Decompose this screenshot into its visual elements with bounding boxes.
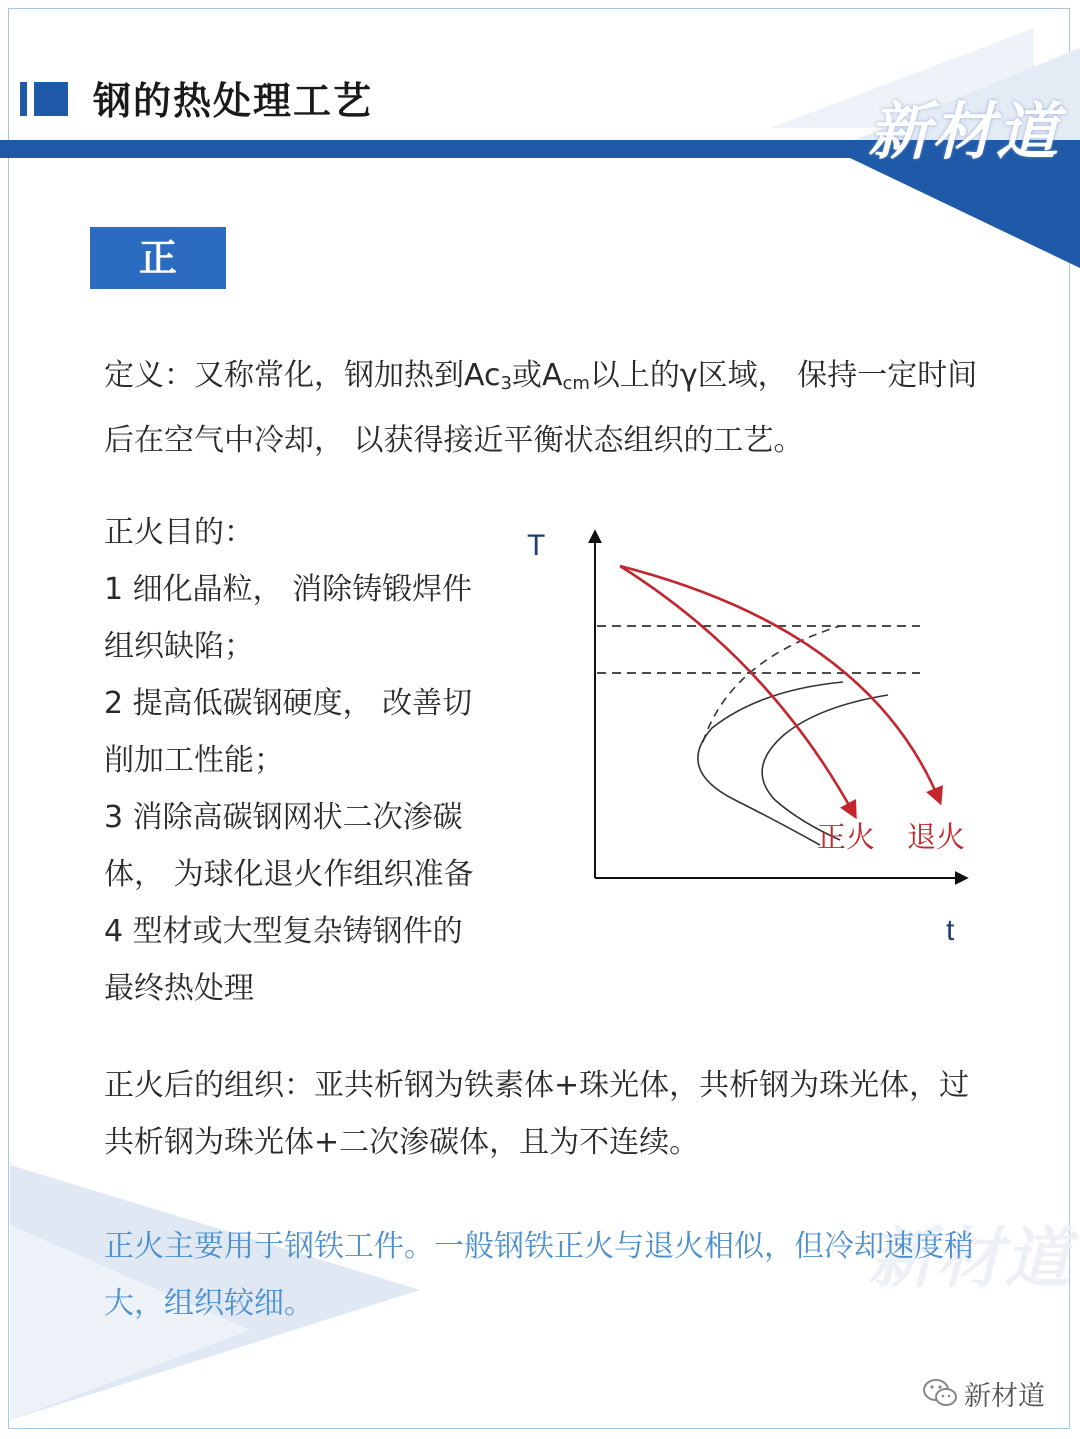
purpose-line: 4 型材或大型复杂铸钢件的 [104,914,463,949]
cooling-curve-diagram [505,505,985,965]
y-axis-label: T [527,529,546,562]
purpose-line: 2 提高低碳钢硬度， 改善切 [104,686,473,721]
note-paragraph: 正火主要用于钢铁工件。一般钢铁正火与退火相似，但冷却速度稍大，组织较细。 [104,1229,974,1321]
section-title: 正 火 [90,227,226,289]
purpose-line: 组织缺陷； [104,629,254,664]
wechat-icon [920,1373,960,1413]
brand-logo-text: 新材道 [868,95,1061,168]
normalizing-label: 正火 [817,820,876,854]
x-axis-label: t [946,914,955,947]
purpose-line: 1 细化晶粒， 消除铸锻焊件 [104,572,473,607]
annealing-label: 退火 [907,820,966,854]
watermark: 新材道 [868,1220,1072,1297]
definition-paragraph: 定义：又称常化，钢加热到$Ac_3$或$A_{cm}$以上的γ区域， 保持一定时间后在空气中冷却， 以获得接近平衡状态组织的工艺。 [104,358,978,458]
footer-brand-text: 新材道 [964,1381,1045,1412]
purpose-line: 削加工性能； [104,743,284,778]
purpose-line: 最终热处理 [104,971,254,1006]
annealing-curve [620,566,940,802]
purpose-heading: 正火目的： [104,515,254,550]
purpose-line: 体， 为球化退火作组织准备 [104,857,474,892]
purpose-line: 3 消除高碳钢网状二次渗碳 [104,800,463,835]
c-curve-start-dashed [703,626,840,742]
normalizing-curve [620,566,855,816]
page-title: 钢的热处理工艺 [93,79,374,123]
purpose-list [104,504,514,1017]
structure-paragraph: 正火后的组织：亚共析钢为铁素体+珠光体，共析钢为珠光体，过共析钢为珠光体+二次渗碳体，且为不连续。 [104,1068,970,1160]
